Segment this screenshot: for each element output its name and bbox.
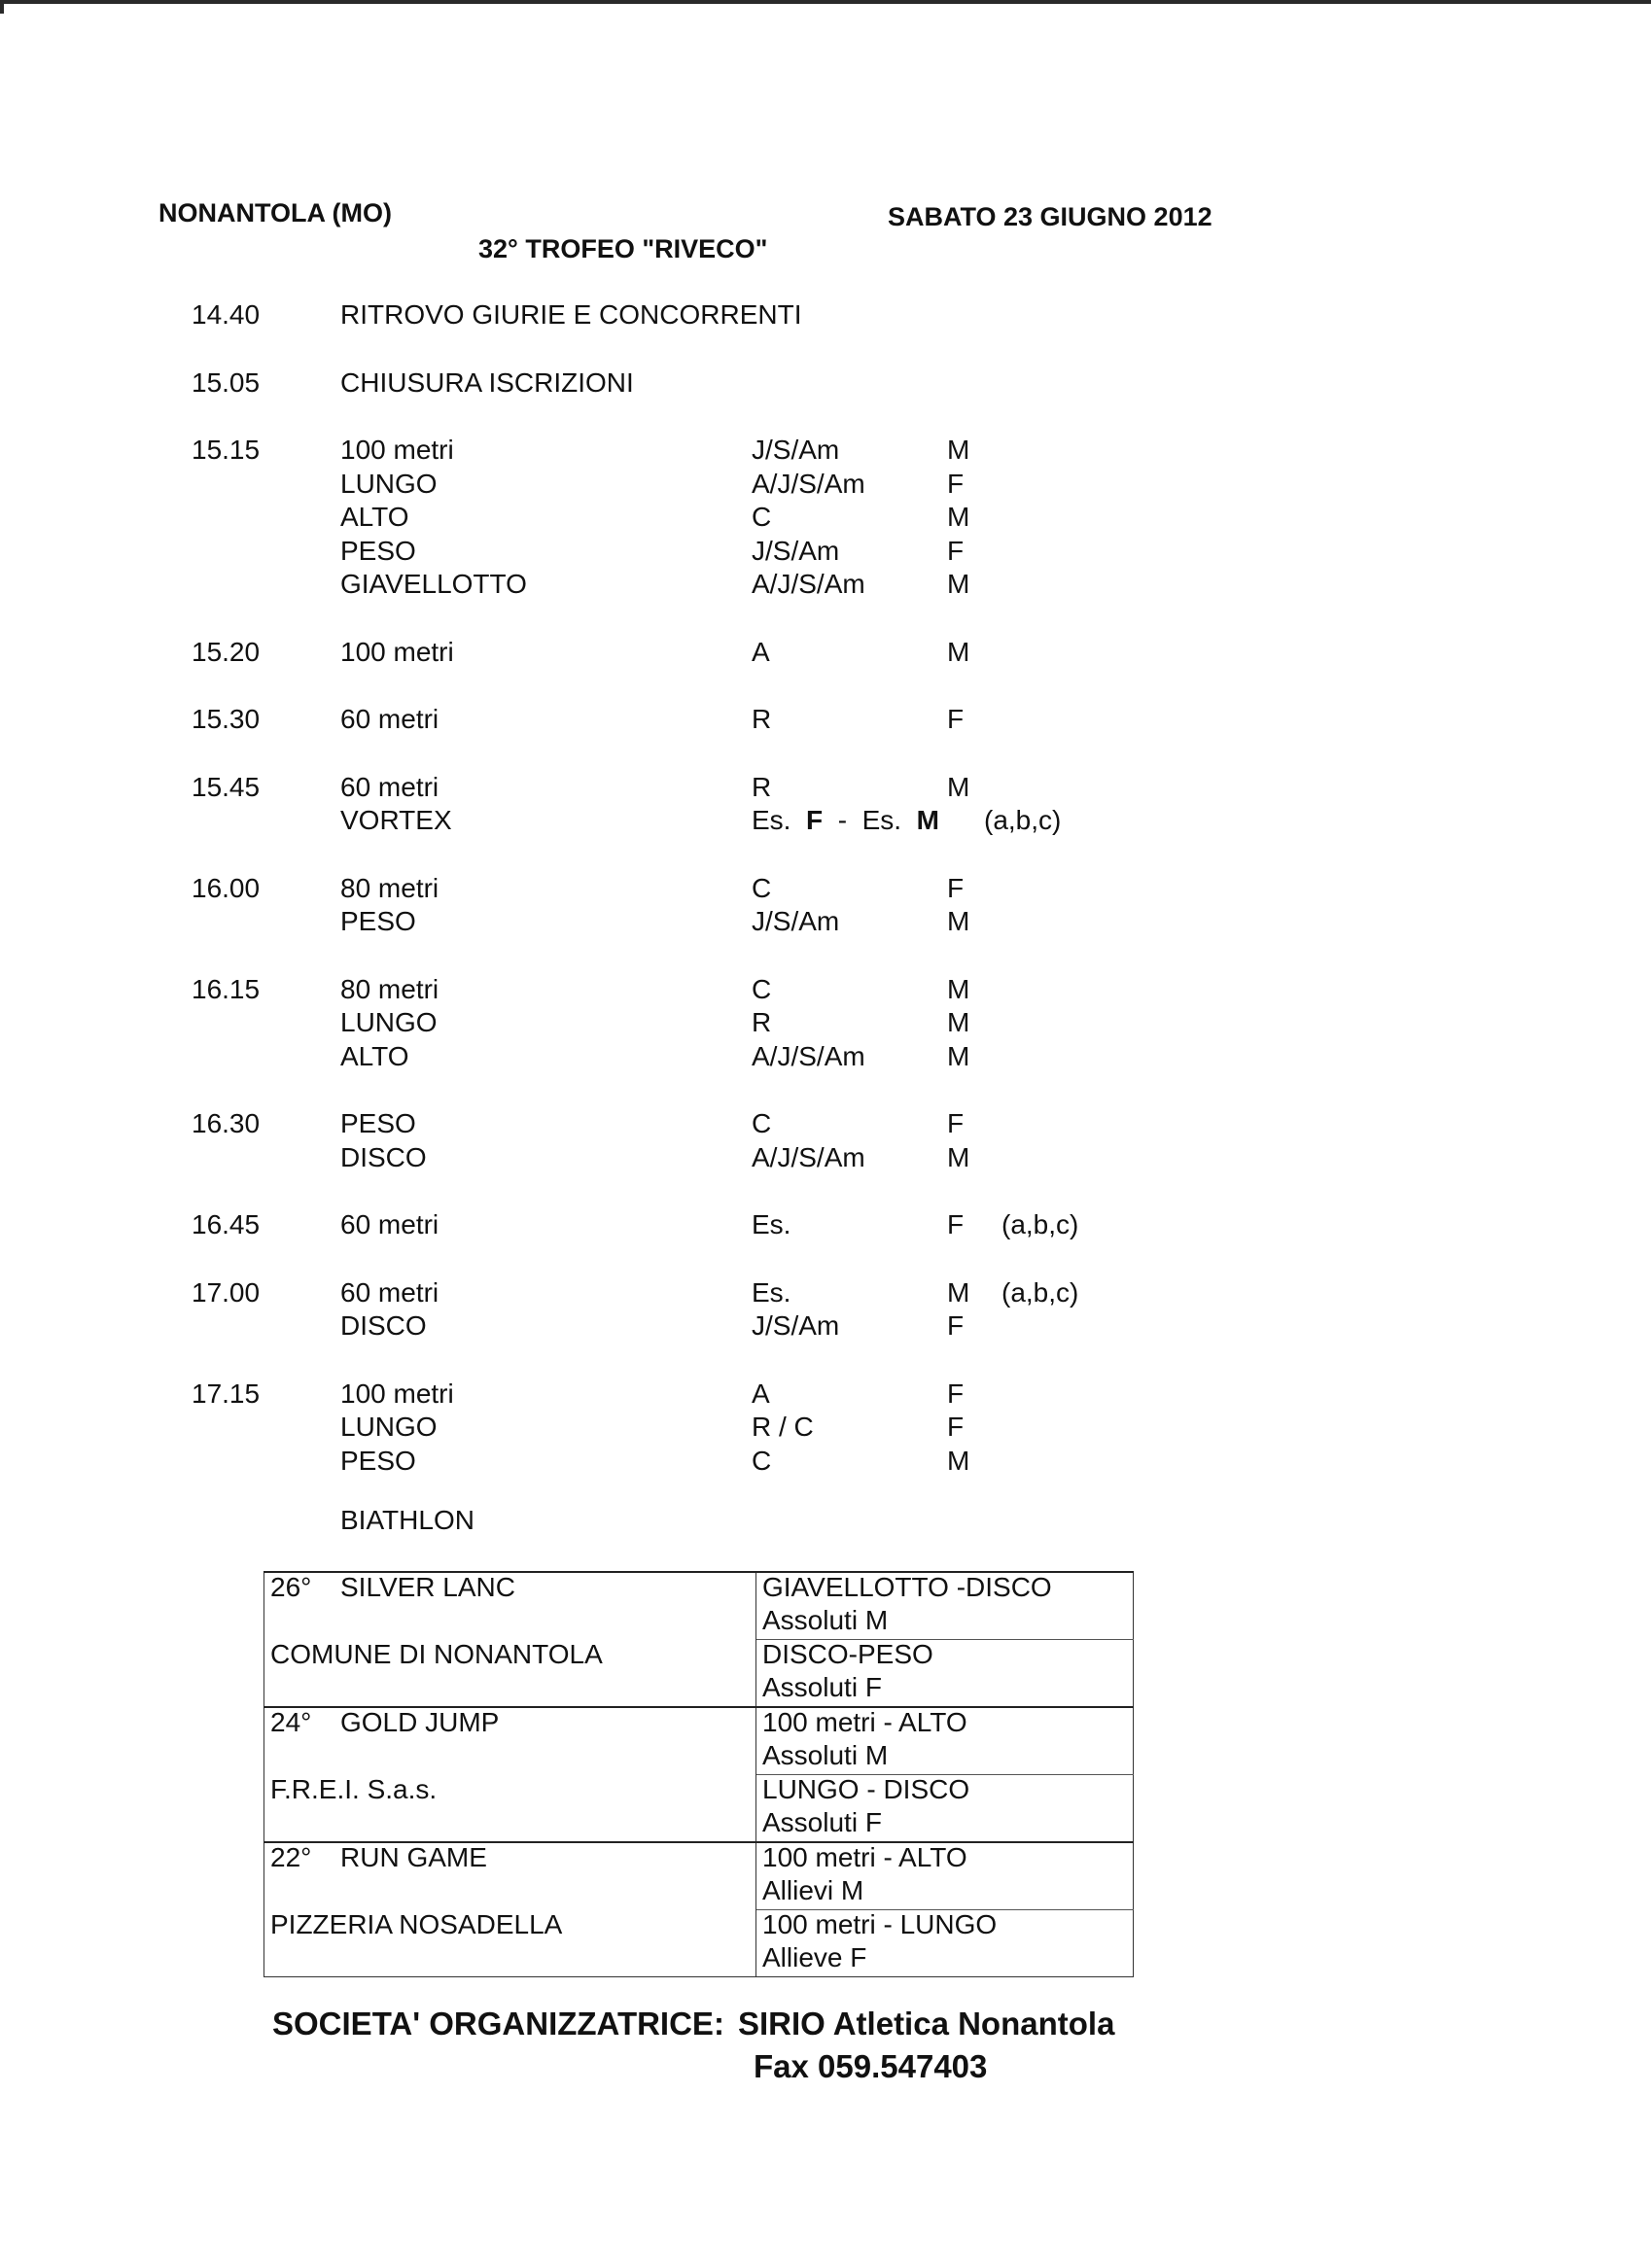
trophy-sponsor: COMUNE DI NONANTOLA bbox=[270, 1638, 603, 1669]
trophy-sponsor: PIZZERIA NOSADELLA bbox=[270, 1908, 563, 1939]
event-name: PESO bbox=[340, 906, 416, 936]
event-category: Es. bbox=[752, 1276, 791, 1308]
event-note: (a,b,c) bbox=[1001, 1209, 1079, 1239]
event-sex: M bbox=[947, 973, 970, 1004]
trophy-sponsor-row bbox=[264, 1775, 1134, 1843]
event-name: 60 metri bbox=[340, 1276, 439, 1308]
scan-border-left bbox=[0, 0, 4, 14]
event-name: 80 metri bbox=[340, 872, 439, 903]
schedule-group bbox=[0, 299, 1651, 333]
event-sex: F bbox=[947, 1108, 965, 1138]
schedule-row bbox=[0, 1310, 1651, 1344]
trophy-title: 32° TROFEO "RIVECO" bbox=[478, 234, 768, 263]
trophy-sponsor-cell bbox=[264, 1775, 756, 1843]
location-heading: NONANTOLA (MO) bbox=[158, 198, 392, 227]
event-name: ALTO bbox=[340, 1040, 409, 1071]
event-name: 100 metri bbox=[340, 636, 454, 667]
event-category: J/S/Am bbox=[752, 1310, 840, 1341]
event-name: VORTEX bbox=[340, 805, 452, 835]
event-category: A/J/S/Am bbox=[752, 569, 865, 599]
trophy-name-cell bbox=[264, 1572, 756, 1640]
event-time: 15.20 bbox=[192, 636, 261, 667]
schedule-row bbox=[0, 1412, 1651, 1446]
event-category: Es. bbox=[752, 1209, 791, 1239]
trophy-events-f: LUNGO - DISCO bbox=[762, 1774, 970, 1804]
event-sex: M bbox=[947, 569, 970, 599]
schedule-row bbox=[0, 435, 1651, 469]
schedule-row bbox=[0, 704, 1651, 738]
event-sex: F bbox=[947, 1209, 965, 1239]
organizer-label: SOCIETA' ORGANIZZATRICE: bbox=[272, 2006, 724, 2041]
vortex-category bbox=[752, 805, 939, 836]
trophy-name: GOLD JUMP bbox=[340, 1707, 500, 1737]
trophy-events-m: 100 metri - ALTO bbox=[762, 1842, 967, 1872]
scan-border-top bbox=[0, 0, 1651, 4]
event-name: PESO bbox=[340, 1108, 416, 1138]
vortex-note: (a,b,c) bbox=[984, 805, 1062, 835]
event-name: RITROVO GIURIE E CONCORRENTI bbox=[340, 299, 802, 330]
trophy-events-m: 100 metri - ALTO bbox=[762, 1707, 967, 1737]
schedule-row bbox=[0, 367, 1651, 401]
trophy-sponsor-row bbox=[264, 1910, 1134, 1977]
event-category: R bbox=[752, 1007, 772, 1037]
schedule-row bbox=[0, 536, 1651, 570]
fax-line: Fax 059.547403 bbox=[754, 2048, 988, 2084]
event-time: 15.30 bbox=[192, 704, 261, 734]
trophy-edition: 22° bbox=[270, 1842, 312, 1872]
trophy-category-m: Allievi M bbox=[762, 1875, 864, 1905]
event-name: 100 metri bbox=[340, 435, 454, 465]
trophy-events-f-cell bbox=[756, 1775, 1134, 1843]
trophy-name-cell bbox=[264, 1842, 756, 1910]
schedule-group bbox=[0, 637, 1651, 671]
event-category: R bbox=[752, 771, 772, 802]
event-category: C bbox=[752, 1108, 772, 1138]
trophy-edition: 26° bbox=[270, 1572, 312, 1602]
schedule-row bbox=[0, 502, 1651, 536]
trophy-category-f: Allieve F bbox=[762, 1942, 867, 1972]
event-name: ALTO bbox=[340, 502, 409, 532]
vortex-dash: - bbox=[837, 805, 848, 835]
schedule-row bbox=[0, 1142, 1651, 1176]
event-name: PESO bbox=[340, 1445, 416, 1476]
event-name: LUNGO bbox=[340, 1412, 438, 1442]
schedule-row bbox=[0, 469, 1651, 503]
event-sex: F bbox=[947, 704, 965, 734]
trophy-events-m: GIAVELLOTTO -DISCO bbox=[762, 1572, 1052, 1602]
event-category: J/S/Am bbox=[752, 435, 840, 465]
schedule-row bbox=[0, 1378, 1651, 1413]
event-category: R / C bbox=[752, 1412, 814, 1442]
organizer-line bbox=[272, 2006, 1114, 2042]
event-name: 100 metri bbox=[340, 1378, 454, 1409]
schedule-group bbox=[0, 1209, 1651, 1243]
event-sex: F bbox=[947, 1310, 965, 1341]
trophy-name: RUN GAME bbox=[340, 1842, 487, 1872]
event-sex: F bbox=[947, 1378, 965, 1409]
event-name: 60 metri bbox=[340, 771, 439, 802]
event-category: A/J/S/Am bbox=[752, 1141, 865, 1172]
trophy-events-f: DISCO-PESO bbox=[762, 1639, 933, 1669]
trophy-sponsor: F.R.E.I. S.a.s. bbox=[270, 1773, 438, 1804]
event-sex: M bbox=[947, 502, 970, 532]
event-time: 16.45 bbox=[192, 1209, 261, 1239]
trophy-name-cell bbox=[264, 1707, 756, 1775]
schedule-row bbox=[0, 1007, 1651, 1041]
schedule-row bbox=[0, 974, 1651, 1008]
event-name: 60 metri bbox=[340, 1209, 439, 1239]
event-time: 14.40 bbox=[192, 299, 261, 330]
event-time: 15.45 bbox=[192, 771, 261, 802]
event-sex: M bbox=[947, 1040, 970, 1071]
event-sex: F bbox=[947, 535, 965, 566]
event-sex: M bbox=[947, 636, 970, 667]
event-category: A/J/S/Am bbox=[752, 1040, 865, 1071]
organizer-name: SIRIO Atletica Nonantola bbox=[737, 2006, 1115, 2041]
event-name: CHIUSURA ISCRIZIONI bbox=[340, 366, 634, 398]
trophy-table bbox=[263, 1571, 1134, 1977]
schedule-row bbox=[0, 1108, 1651, 1142]
trophy-sponsor-cell bbox=[264, 1640, 756, 1708]
vortex-es2: Es. bbox=[861, 805, 902, 835]
schedule-group bbox=[0, 367, 1651, 401]
event-category: C bbox=[752, 973, 772, 1004]
schedule-group bbox=[0, 1277, 1651, 1344]
schedule-row bbox=[0, 1446, 1651, 1480]
schedule-group bbox=[0, 1378, 1651, 1480]
event-name: GIAVELLOTTO bbox=[340, 569, 527, 599]
event-time: 15.15 bbox=[192, 435, 261, 465]
event-sex: M bbox=[947, 771, 970, 802]
schedule-group bbox=[0, 435, 1651, 603]
event-category: C bbox=[752, 1445, 772, 1476]
schedule-group bbox=[0, 974, 1651, 1075]
trophy-row bbox=[264, 1707, 1134, 1775]
trophy-category-f: Assoluti F bbox=[762, 1672, 882, 1702]
event-category: J/S/Am bbox=[752, 535, 840, 566]
schedule-row bbox=[0, 1041, 1651, 1075]
schedule-row bbox=[0, 805, 1651, 839]
event-name: 80 metri bbox=[340, 973, 439, 1004]
event-category: J/S/Am bbox=[752, 906, 840, 936]
schedule-row bbox=[0, 637, 1651, 671]
event-name: PESO bbox=[340, 535, 416, 566]
event-note: (a,b,c) bbox=[1001, 1276, 1079, 1308]
trophy-name: SILVER LANC bbox=[340, 1572, 515, 1602]
event-name: DISCO bbox=[340, 1310, 427, 1341]
trophy-edition: 24° bbox=[270, 1707, 312, 1737]
event-sex: M bbox=[947, 1007, 970, 1037]
event-sex: M bbox=[947, 1276, 970, 1308]
date-heading: SABATO 23 GIUGNO 2012 bbox=[888, 202, 1212, 231]
schedule-row bbox=[0, 1209, 1651, 1243]
schedule-group bbox=[0, 772, 1651, 839]
event-time: 15.05 bbox=[192, 366, 261, 398]
schedule-row bbox=[0, 569, 1651, 603]
event-time: 16.15 bbox=[192, 973, 261, 1004]
event-name: DISCO bbox=[340, 1141, 427, 1172]
event-category: C bbox=[752, 872, 772, 903]
biathlon-heading: BIATHLON bbox=[340, 1505, 474, 1535]
event-category: A bbox=[752, 1378, 770, 1409]
event-time: 16.30 bbox=[192, 1108, 261, 1138]
event-sex: F bbox=[947, 468, 965, 499]
schedule-row bbox=[0, 1277, 1651, 1311]
trophy-category-m: Assoluti M bbox=[762, 1605, 889, 1635]
trophy-row bbox=[264, 1572, 1134, 1640]
schedule-row bbox=[0, 772, 1651, 806]
vortex-f: F bbox=[806, 805, 824, 835]
schedule-group bbox=[0, 1108, 1651, 1175]
schedule-group bbox=[0, 873, 1651, 940]
event-category: A/J/S/Am bbox=[752, 468, 865, 499]
schedule-row bbox=[0, 873, 1651, 907]
event-sex: M bbox=[947, 1445, 970, 1476]
schedule-row bbox=[0, 299, 1651, 333]
event-category: R bbox=[752, 704, 772, 734]
trophy-events-m-cell bbox=[756, 1572, 1134, 1640]
event-sex: M bbox=[947, 1141, 970, 1172]
trophy-events-f: 100 metri - LUNGO bbox=[762, 1909, 998, 1939]
trophy-sponsor-row bbox=[264, 1640, 1134, 1708]
trophy-events-f-cell bbox=[756, 1910, 1134, 1977]
trophy-sponsor-cell bbox=[264, 1910, 756, 1977]
event-sex: M bbox=[947, 906, 970, 936]
event-name: LUNGO bbox=[340, 468, 438, 499]
vortex-es1: Es. bbox=[752, 805, 791, 835]
event-category: C bbox=[752, 502, 772, 532]
event-name: LUNGO bbox=[340, 1007, 438, 1037]
event-sex: M bbox=[947, 435, 970, 465]
event-time: 17.15 bbox=[192, 1378, 261, 1409]
event-sex: F bbox=[947, 872, 965, 903]
event-time: 16.00 bbox=[192, 872, 261, 903]
event-sex: F bbox=[947, 1412, 965, 1442]
vortex-m: M bbox=[916, 805, 939, 835]
event-category: A bbox=[752, 636, 770, 667]
event-time: 17.00 bbox=[192, 1276, 261, 1308]
schedule-list bbox=[0, 299, 1651, 1479]
trophy-events-f-cell bbox=[756, 1640, 1134, 1708]
trophy-row bbox=[264, 1842, 1134, 1910]
trophy-category-f: Assoluti F bbox=[762, 1807, 882, 1837]
event-name: 60 metri bbox=[340, 704, 439, 734]
trophy-events-m-cell bbox=[756, 1707, 1134, 1775]
trophy-events-m-cell bbox=[756, 1842, 1134, 1910]
trophy-category-m: Assoluti M bbox=[762, 1740, 889, 1770]
schedule-group bbox=[0, 704, 1651, 738]
schedule-row bbox=[0, 906, 1651, 940]
